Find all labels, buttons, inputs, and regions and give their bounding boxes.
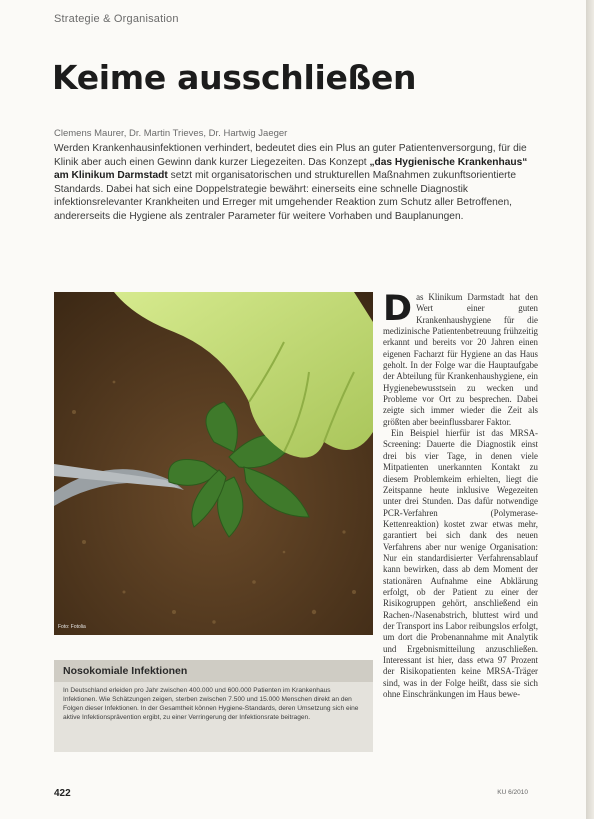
- body-paragraph-1: [383, 289, 538, 428]
- section-label: Strategie & Organisation: [54, 13, 179, 25]
- lead-text-2: setzt mit organisatorischen und strukturellen Maßnahmen zukunftsorientierte Standards. Dabei hat sich eine Doppelstrategie bewährt: einerseits eine schnelle Diagnostik infektionsrelevanter Krankheiten und Erreger mit umgehender Reaktion zum Schutz aller Betroffenen, andererseits die Hygiene als zentraler Parameter für weitere Vorhaben und Bauplanungen.: [54, 170, 517, 222]
- article-lead: [54, 142, 540, 224]
- photo-credit: Foto: Fotolia: [58, 624, 86, 630]
- article-authors: Clemens Maurer, Dr. Martin Trieves, Dr. Hartwig Jaeger: [54, 128, 288, 139]
- drop-cap: D: [383, 289, 413, 329]
- article-body: [383, 289, 538, 700]
- glove-plant-illustration: [54, 292, 373, 635]
- info-box-heading: Nosokomiale Infektionen: [54, 660, 373, 682]
- lead-text-1: Werden Krankenhausinfektionen verhindert, bedeutet dies ein Plus an guter Patientenversorgung, für die Klinik aber auch einen Gewinn dank kurzer Liegezeiten. Das Konzept: [54, 143, 527, 168]
- info-box: [54, 660, 373, 752]
- article-title: Keime ausschließen: [52, 58, 417, 97]
- article-photo: [54, 292, 373, 635]
- body-paragraph-2: Ein Beispiel hierfür ist das MRSA-Screening: Dauerte die Diagnostik einst drei bis vier Tage, in denen viele Mitpatienten unerkannten Kontakt zu diesem Problemkeim erhielten, liegt die Zeitspanne heute inklusive Wegezeiten unter drei Stunden. Das dafür notwendige PCR-Verfahren (Polymerase-Kettenreaktion) kostet zwar etwas mehr, garantiert bei sich dank des neuen Verfahrens aber nur wenige Organisation: Nur ein standardisierter Verfahrensablauf kann bewirken, dass ab dem Moment der stationären Aufnahme eine Abklärung erfolgt, ob der Patient zu einer der Risikogruppen gehört, anschließend ein Rachen-/Nasenabstrich, bluttest wird und der Transport ins Labor reibungslos erfolgt, um dort die Probenannahme mit Analytik und Ergebnismitteilung anzuschließen. Interessant ist hier, dass etwa 97 Prozent der Risikopatienten keine MRSA-Träger sind, was in der Folge heißt, dass sie sich ohne Einschränkungen im Haus bewe-: [383, 428, 538, 700]
- body-text-1: as Klinikum Darmstadt hat den Wert einer guten Krankenhaushygiene für die medizinische Patientenbetreuung frühzeitig erkannt und bereits vor 20 Jahren einen eigenen Facharzt für Hygiene an das Haus geholt. In der Folge war die Hauptaufgabe der Abteilung für Krankenhaushygiene, ein Hygienebewusstsein zu wecken und Probleme vor Ort zu besprechen. Dabei zeigte sich immer wieder die Zeit als größten aber beeinflussbarer Faktor.: [383, 292, 538, 427]
- info-box-text: In Deutschland erleiden pro Jahr zwischen 400.000 und 600.000 Patienten im Krankenhaus Infektionen. Wie Schätzungen zeigen, sterben zwischen 7.500 und 15.000 Menschen direkt an den Folgen dieser Infektionen. In der Gesamtheit können Hygiene-Standards, deren Umsetzung sich eine aktive Infektionsprävention ergibt, zu einer Verringerung der Infektionsrate beitragen.: [63, 687, 359, 721]
- lead-highlight: „das Hygienische Krankenhaus“ am Klinikum Darmstadt: [54, 156, 528, 182]
- page-edge: [586, 0, 594, 819]
- issue-label: KU 6/2010: [497, 789, 528, 796]
- page-number: 422: [54, 788, 71, 799]
